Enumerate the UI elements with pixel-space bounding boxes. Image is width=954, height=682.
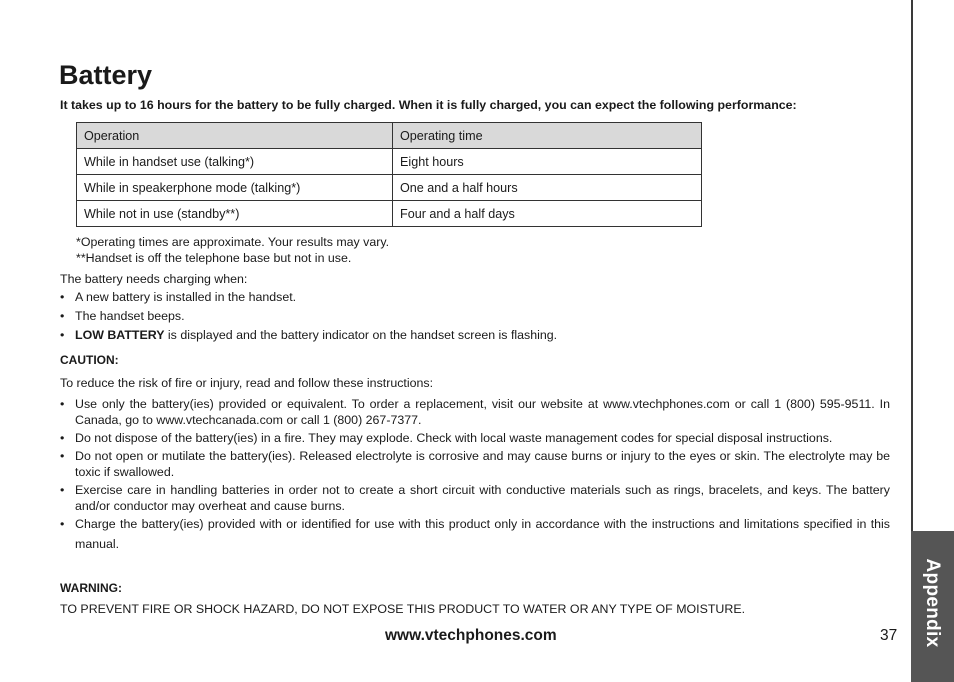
- appendix-tab-label: Appendix: [922, 558, 943, 648]
- caution-heading: CAUTION:: [60, 353, 119, 367]
- table-row: [77, 149, 702, 175]
- footnote: *Operating times are approximate. Your results may vary.: [76, 235, 390, 249]
- page-title: Battery: [59, 60, 153, 90]
- list-item: • Do not dispose of the battery(ies) in a fire. They may explode. Check with local waste management codes for special disposal instructions.: [60, 430, 890, 446]
- table-footnotes: [76, 234, 389, 266]
- table-cell-time: Four and a half days: [393, 201, 702, 227]
- table-cell-operation: While in handset use (talking*): [77, 149, 393, 175]
- list-item: • Exercise care in handling batteries in order not to create a short circuit with conductive materials such as rings, bracelets, and keys. The battery and/or conductor may overheat and cause burns.: [60, 482, 890, 514]
- low-battery-text: is displayed and the battery indicator on the handset screen is flashing.: [164, 328, 558, 342]
- table-header-operation: Operation: [77, 123, 393, 149]
- footnote: **Handset is off the telephone base but not in use.: [76, 251, 352, 265]
- list-item: • Use only the battery(ies) provided or equivalent. To order a replacement, visit our website at www.vtechphones.com or call 1 (800) 595-9511. In Canada, go to www.vtechcanada.com or call 1 (800) 267-7377.: [60, 396, 890, 428]
- footer-url: www.vtechphones.com: [385, 627, 557, 644]
- table-cell-time: Eight hours: [393, 149, 702, 175]
- table-row: [77, 201, 702, 227]
- charging-intro: The battery needs charging when:: [60, 272, 248, 286]
- charging-list: [60, 289, 890, 343]
- table-cell-time: One and a half hours: [393, 175, 702, 201]
- caution-list: [60, 396, 890, 554]
- warning-text: TO PREVENT FIRE OR SHOCK HAZARD, DO NOT EXPOSE THIS PRODUCT TO WATER OR ANY TYPE OF MOISTURE.: [60, 602, 746, 616]
- table-header-row: [77, 123, 702, 149]
- low-battery-label: LOW BATTERY: [75, 328, 165, 342]
- list-item: • Charge the battery(ies) provided with or identified for use with this product only in accordance with the instructions and limitations specified in this manual.: [60, 514, 890, 554]
- caution-intro: To reduce the risk of fire or injury, read and follow these instructions:: [60, 376, 434, 390]
- intro-text: It takes up to 16 hours for the battery to be fully charged. When it is fully charged, you can expect the following performance:: [60, 98, 797, 112]
- warning-heading: WARNING:: [60, 581, 122, 595]
- table-cell-operation: While not in use (standby**): [77, 201, 393, 227]
- page-number: 37: [880, 627, 898, 644]
- list-item-low-battery: [60, 327, 890, 343]
- list-item: • The handset beeps.: [60, 308, 890, 324]
- list-item: • Do not open or mutilate the battery(ies). Released electrolyte is corrosive and may cause burns or injury to the eyes or skin. The electrolyte may be toxic if swallowed.: [60, 448, 890, 480]
- list-item: • A new battery is installed in the handset.: [60, 289, 890, 305]
- table-header-operating-time: Operating time: [393, 123, 702, 149]
- table-cell-operation: While in speakerphone mode (talking*): [77, 175, 393, 201]
- table-row: [77, 175, 702, 201]
- battery-performance-table: [76, 122, 702, 227]
